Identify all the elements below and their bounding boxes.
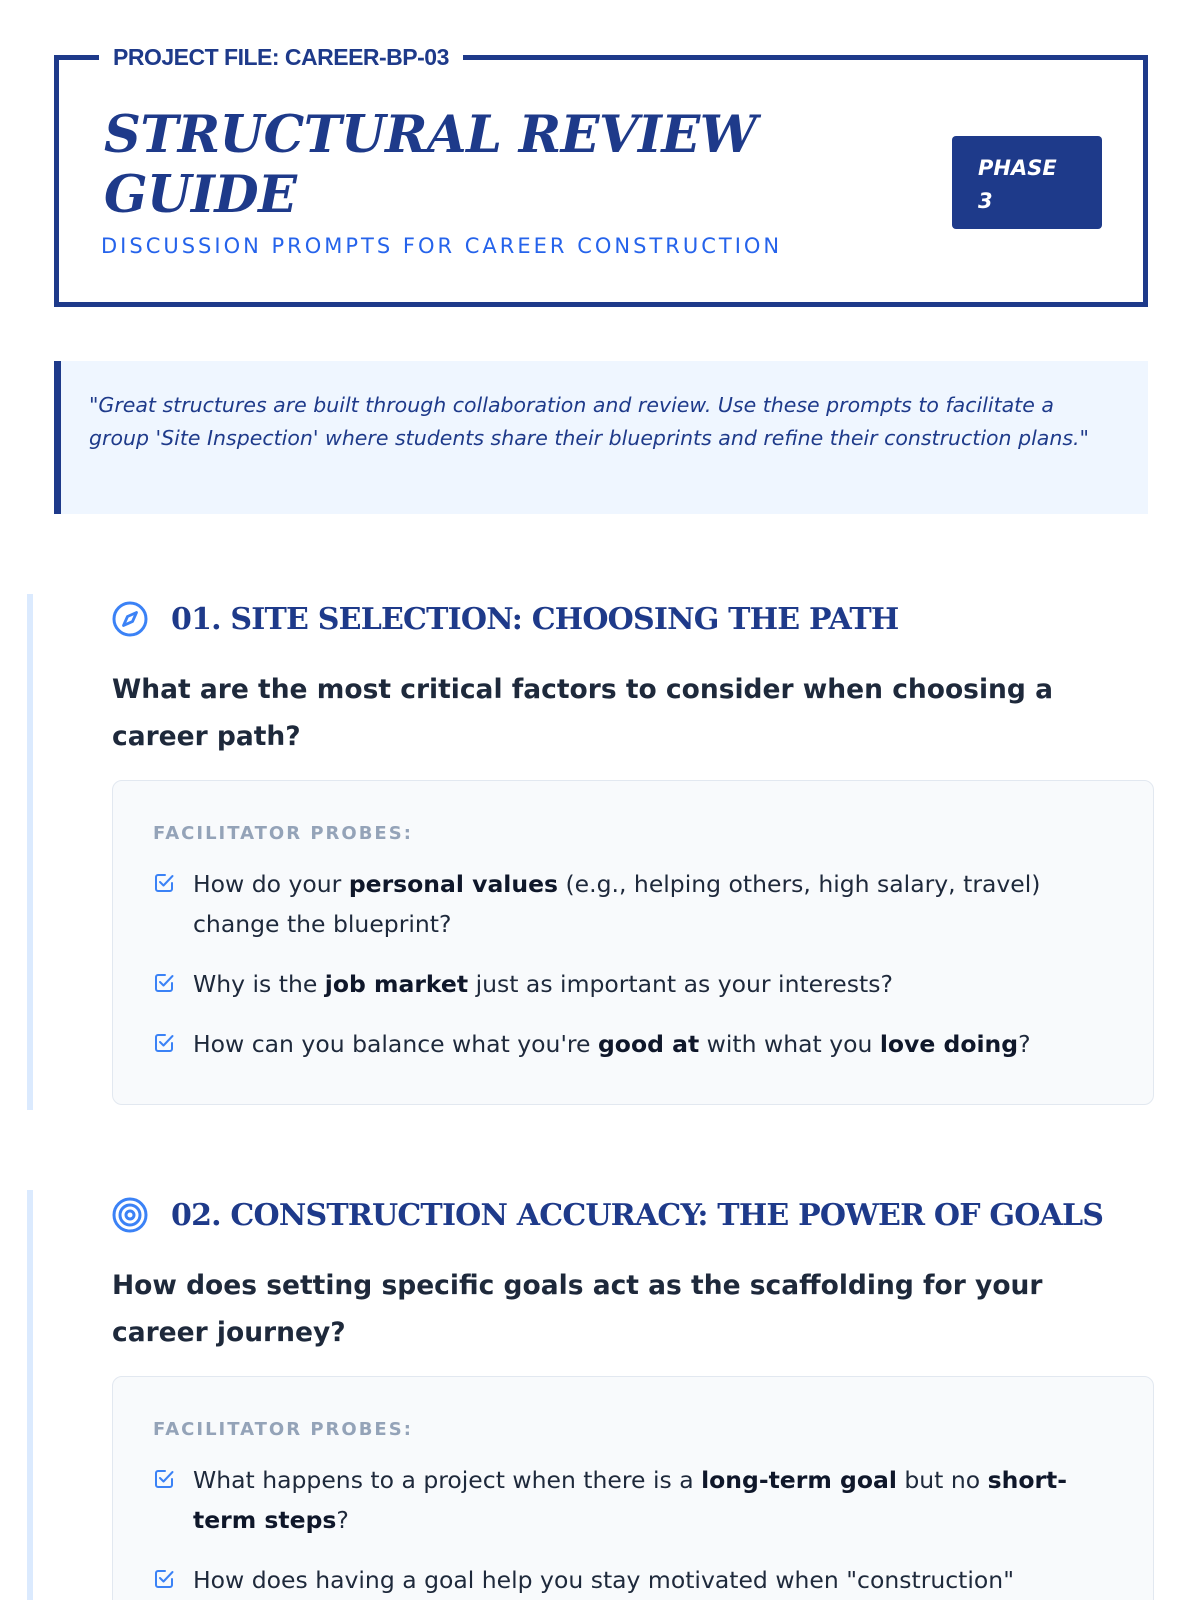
document-header [54, 44, 1148, 307]
probe-item [153, 1024, 1113, 1064]
probe-emphasis: good at [597, 1030, 700, 1058]
facilitator-probes-box [112, 1376, 1154, 1600]
section-construction-accuracy [27, 1190, 1148, 1600]
checkbox-icon [153, 864, 193, 899]
probe-item [153, 1460, 1113, 1540]
page-title: STRUCTURAL REVIEW GUIDE [104, 105, 757, 225]
probe-text [193, 964, 893, 1004]
target-icon [111, 1196, 149, 1234]
section-header [111, 594, 898, 644]
probe-text [193, 1024, 1031, 1064]
checkbox-icon [153, 1024, 193, 1059]
phase-number: 3 [978, 189, 993, 213]
probe-item [153, 864, 1113, 944]
checkbox-icon [153, 1460, 193, 1495]
compass-icon [111, 600, 149, 638]
probe-text [193, 1460, 1113, 1540]
probe-emphasis: personal values [348, 870, 559, 898]
phase-label: PHASE [978, 156, 1057, 180]
probe-text-fragment: with what you [699, 1030, 880, 1058]
intro-quote: "Great structures are built through collaboration and review. Use these prompts to facilitate a group 'Site Inspection' where students share their blueprints and refine their construction plans." [89, 393, 1089, 450]
probe-text-fragment: just as important as your interests? [468, 970, 893, 998]
page-subtitle: DISCUSSION PROMPTS FOR CAREER CONSTRUCTION [101, 234, 783, 258]
checkbox-icon [153, 964, 193, 999]
facilitator-probes-label: FACILITATOR PROBES: [153, 823, 413, 844]
probe-text-fragment: Why is the [193, 970, 325, 998]
discussion-question: What are the most critical factors to consider when choosing a career path? [112, 674, 1053, 752]
checkbox-icon [153, 1560, 193, 1595]
probe-list [153, 864, 1113, 1064]
section-header [111, 1190, 1103, 1240]
phase-badge [952, 136, 1102, 229]
probe-text-fragment: ? [336, 1506, 349, 1534]
section-site-selection [27, 594, 1148, 1110]
probe-text [193, 864, 1113, 944]
probe-text-fragment: (e.g., helping others, high salary, travel) change the blueprint? [193, 870, 1041, 938]
probe-text [193, 1560, 1014, 1600]
probe-emphasis: long-term goal [701, 1466, 897, 1494]
discussion-question: How does setting specific goals act as the scaffolding for your career journey? [112, 1270, 1043, 1348]
probe-text-fragment: How can you balance what you're [193, 1030, 598, 1058]
probe-emphasis: love doing [879, 1030, 1019, 1058]
probe-item [153, 1560, 1113, 1600]
facilitator-probes-box [112, 780, 1154, 1105]
probe-text-fragment: What happens to a project when there is a [193, 1466, 702, 1494]
probe-text-fragment: How do your [193, 870, 349, 898]
probe-emphasis: job market [324, 970, 469, 998]
probe-emphasis: short-term steps [193, 1466, 1068, 1534]
intro-quote-box [54, 361, 1148, 514]
project-file-label: PROJECT FILE: CAREER-BP-03 [99, 40, 463, 74]
probe-list [153, 1460, 1113, 1600]
facilitator-probes-label: FACILITATOR PROBES: [153, 1419, 413, 1440]
probe-text-fragment: How does having a goal help you stay motivated when "construction" [193, 1566, 1015, 1594]
section-title: 01. SITE SELECTION: CHOOSING THE PATH [171, 601, 899, 637]
section-title: 02. CONSTRUCTION ACCURACY: THE POWER OF GOALS [171, 1197, 1104, 1233]
probe-text-fragment: ? [1018, 1030, 1031, 1058]
probe-text-fragment: but no [896, 1466, 988, 1494]
probe-item [153, 964, 1113, 1004]
